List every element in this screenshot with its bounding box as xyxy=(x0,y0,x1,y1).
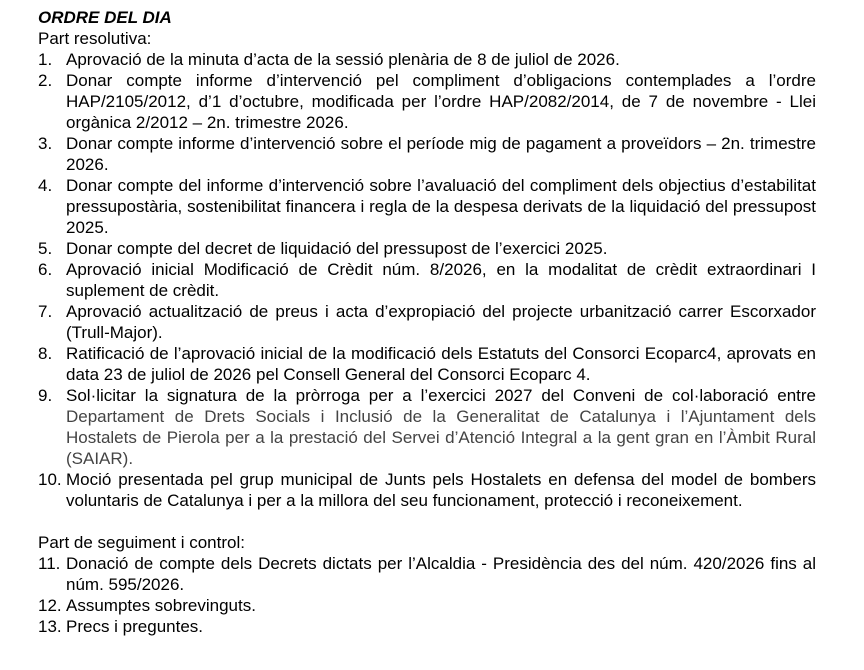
item-text: Donar compte informe d’intervenció pel compliment d’obligacions contemplades a l’ordre HAP/2105/2012, d’1 d’octubre, modificada per l’ordre HAP/2082/2014, de 7 de novembre - Llei orgànica 2/2012 – 2n. trimestre 2026. xyxy=(66,71,816,132)
item-number: 13. xyxy=(38,617,62,636)
item-text-part: Departament de Drets Socials i Inclusió de la Generalitat de Catalunya i l’Ajuntament dels Hostalets de Pierola per a la prestació del Servei d’Atenció Integral a la gent gran en l’Àmbit Rural (SAIAR). xyxy=(66,407,816,468)
agenda-item xyxy=(38,175,816,238)
agenda-list-resolutive xyxy=(38,49,816,511)
item-text: Assumptes sobrevinguts. xyxy=(66,596,256,615)
item-number: 4. xyxy=(38,176,53,195)
item-text: Aprovació inicial Modificació de Crèdit núm. 8/2026, en la modalitat de crèdit extraordinari I suplement de crèdit. xyxy=(66,260,816,300)
item-number: 11. xyxy=(38,554,61,573)
agenda-item xyxy=(38,238,816,259)
agenda-item xyxy=(38,70,816,133)
item-text: Aprovació actualització de preus i acta d’expropiació del projecte urbanització carrer Escorxador (Trull-Major). xyxy=(66,302,816,342)
section-label-resolutive: Part resolutiva: xyxy=(38,29,152,48)
item-number: 9. xyxy=(38,386,53,405)
item-number: 8. xyxy=(38,344,53,363)
agenda-item xyxy=(38,469,816,511)
spacer xyxy=(38,511,816,532)
agenda-item xyxy=(38,616,816,637)
agenda-item xyxy=(38,385,816,469)
agenda-item xyxy=(38,553,816,595)
item-text: Precs i preguntes. xyxy=(66,617,204,636)
item-text: Donar compte del informe d’intervenció sobre l’avaluació del compliment dels objectius d’estabilitat pressupostària, sostenibilitat financera i regla de la despesa derivats de la liquidació del pressupost 2025. xyxy=(66,176,816,237)
agenda-item xyxy=(38,595,816,616)
item-text-part: Sol·licitar la signatura de la pròrroga per a l’exercici 2027 del Conveni de col·laboració entre xyxy=(66,386,816,405)
agenda-item xyxy=(38,343,816,385)
item-text: Aprovació de la minuta d’acta de la sessió plenària de 8 de juliol de 2026. xyxy=(66,50,620,69)
item-number: 5. xyxy=(38,239,53,258)
item-text: Moció presentada pel grup municipal de Junts pels Hostalets en defensa del model de bombers voluntaris de Catalunya i per a la millora del seu funcionament, protecció i reconeixement. xyxy=(66,470,816,510)
agenda-list-control xyxy=(38,553,816,637)
agenda-item xyxy=(38,49,816,70)
agenda-title: ORDRE DEL DIA xyxy=(38,8,172,27)
item-number: 1. xyxy=(38,50,53,69)
item-text: Ratificació de l’aprovació inicial de la modificació dels Estatuts del Consorci Ecoparc4, aprovats en data 23 de juliol de 2026 pel Consell General del Consorci Ecoparc 4. xyxy=(66,344,816,384)
item-number: 10. xyxy=(38,470,62,489)
item-number: 3. xyxy=(38,134,53,153)
item-text: Donar compte del decret de liquidació del pressupost de l’exercici 2025. xyxy=(66,239,608,258)
item-text: Donar compte informe d’intervenció sobre el període mig de pagament a proveïdors – 2n. trimestre 2026. xyxy=(66,134,816,174)
item-number: 12. xyxy=(38,596,62,615)
agenda-item xyxy=(38,133,816,175)
item-number: 2. xyxy=(38,71,53,90)
section-label-control: Part de seguiment i control: xyxy=(38,533,245,552)
item-number: 6. xyxy=(38,260,53,279)
agenda-item xyxy=(38,259,816,301)
item-text: Donació de compte dels Decrets dictats per l’Alcaldia - Presidència des del núm. 420/2026 fins al núm. 595/2026. xyxy=(66,554,816,594)
item-text xyxy=(66,385,816,469)
agenda-item xyxy=(38,301,816,343)
item-number: 7. xyxy=(38,302,53,321)
